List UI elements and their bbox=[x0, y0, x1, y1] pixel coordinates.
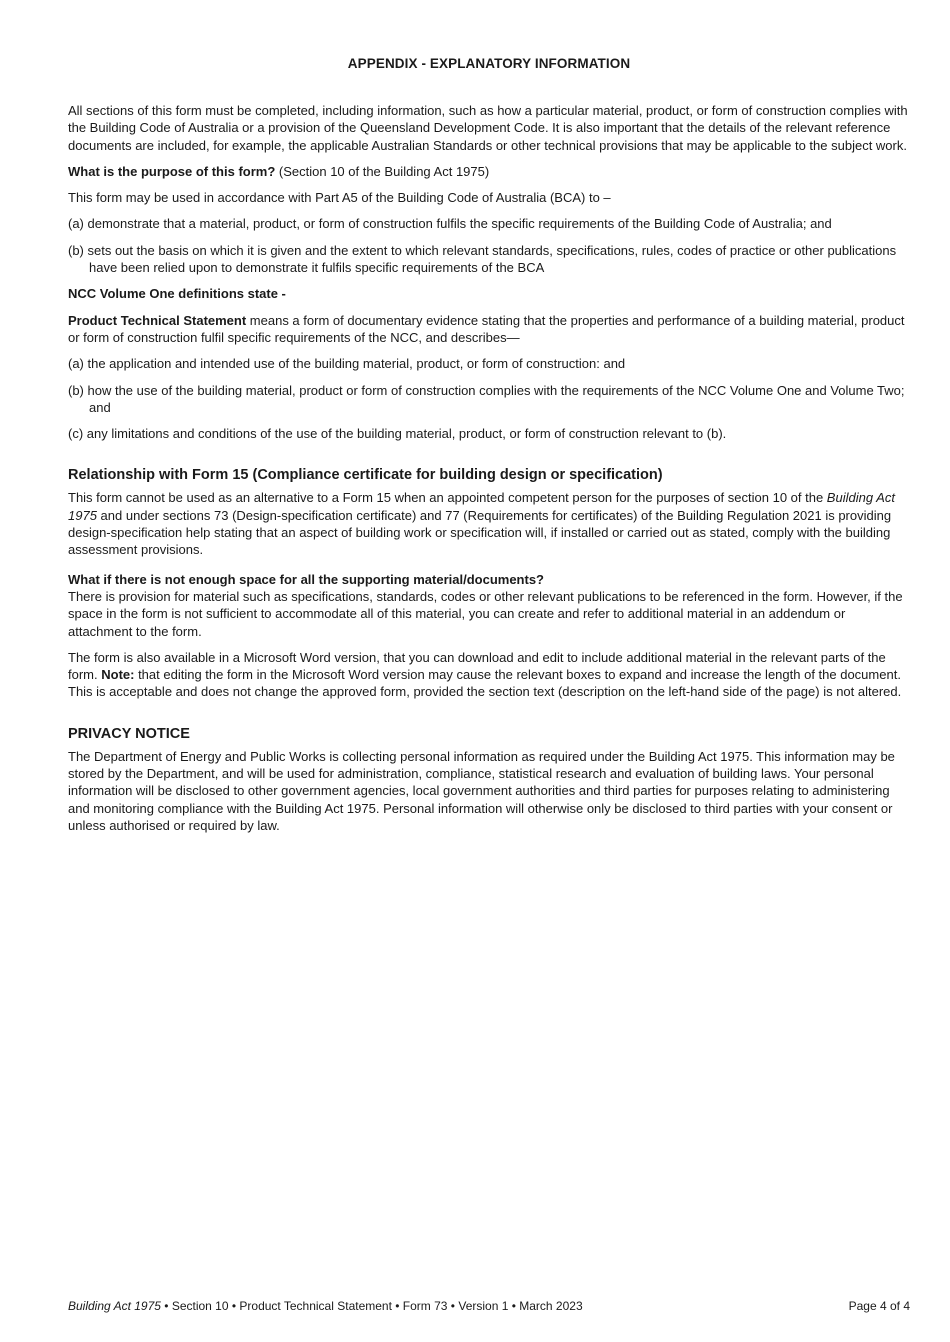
ncc-item-b: (b) how the use of the building material, product or form of construction complies with the requirements of the NCC Volume One and Volume Two; and bbox=[68, 382, 905, 415]
form15-heading: Relationship with Form 15 (Compliance certificate for building design or specification) bbox=[68, 467, 663, 484]
document-body bbox=[68, 102, 910, 843]
space-heading: What if there is not enough space for all the supporting material/documents? bbox=[68, 571, 544, 587]
page-title: APPENDIX - EXPLANATORY INFORMATION bbox=[347, 56, 631, 71]
intro-paragraph: All sections of this form must be completed, including information, such as how a particular material, product, or form of construction complies with the Building Code of Australia or a provision of the Queensland Development Code. It is also important that the details of the relevant reference documents are included, for example, the applicable Australian Standards or other technical provisions that may be applicable to the subject work. bbox=[68, 103, 908, 153]
footer-citation bbox=[68, 1299, 583, 1313]
form15-text-start: This form cannot be used as an alternative to a Form 15 when an appointed competent person for the purposes of section 10 of the bbox=[68, 490, 827, 506]
purpose-paragraph bbox=[68, 163, 910, 180]
footer-act: Building Act 1975 bbox=[68, 1299, 161, 1313]
ncc-item-c: (c) any limitations and conditions of the use of the building material, product, or form of construction relevant to (b). bbox=[68, 426, 727, 442]
privacy-heading: PRIVACY NOTICE bbox=[68, 725, 190, 742]
page-number: Page 4 of 4 bbox=[848, 1299, 910, 1313]
purpose-item-b: (b) sets out the basis on which it is given and the extent to which relevant standards, specifications, rules, codes of practice or other publications have been relied upon to demonstrate it fulfils specific requirements of the BCA bbox=[68, 242, 897, 276]
ncc-definition-text: means a form of documentary evidence stating that the properties and performance of a building material, product or form of construction fulfil specific requirements of the NCC, and describes— bbox=[68, 312, 905, 345]
ncc-definition bbox=[68, 312, 910, 347]
purpose-item-a: (a) demonstrate that a material, product, or form of construction fulfils the specific requirements of the Building Code of Australia; and bbox=[68, 216, 832, 232]
ncc-term: Product Technical Statement bbox=[68, 312, 247, 328]
purpose-question: What is the purpose of this form? bbox=[68, 163, 276, 179]
word-text-start: The form is also available in a Microsoft Word version, that you can download and edit to include additional material in the relevant parts of the form. bbox=[68, 649, 886, 683]
purpose-section-ref: (Section 10 of the Building Act 1975) bbox=[275, 163, 490, 179]
ncc-heading: NCC Volume One definitions state - bbox=[68, 286, 286, 302]
form15-act-italic: Building Act 1975 bbox=[68, 490, 895, 523]
space-paragraph: There is provision for material such as specifications, standards, codes or other relevant publications to be referenced in the form. However, if the space in the form is not sufficient to accommodate all of this material, you can create and refer to additional material in an addendum or attachment to the form. bbox=[68, 588, 903, 639]
ncc-item-a: (a) the application and intended use of the building material, product, or form of construction: and bbox=[68, 356, 626, 372]
purpose-lead: This form may be used in accordance with Part A5 of the Building Code of Australia (BCA) to – bbox=[68, 190, 611, 206]
footer-details: • Section 10 • Product Technical Statement • Form 73 • Version 1 • March 2023 bbox=[160, 1299, 583, 1313]
note-label: Note: bbox=[101, 667, 135, 683]
word-text-end: that editing the form in the Microsoft Word version may cause the relevant boxes to expand and increase the length of the document. This is acceptable and does not change the approved form, provided the section text (description on the left-hand side of the page) is not altered. bbox=[68, 667, 902, 700]
form15-text-end: and under sections 73 (Design-specification certificate) and 77 (Requirements for certificates) of the Building Regulation 2021 is providing design-specification help stating that an aspect of building work or specification will, if installed or carried out as stated, comply with the building assessment provisions. bbox=[68, 507, 892, 558]
privacy-paragraph: The Department of Energy and Public Works is collecting personal information as required under the Building Act 1975. This information may be stored by the Department, and will be used for administration, compliance, statistical research and evaluation of building laws. Your personal information will be disclosed to other government agencies, local government authorities and third parties for purposes relating to administering and monitoring compliance with the Building Act 1975. Personal information will otherwise only be disclosed to third parties with your consent or unless authorised or required by law. bbox=[68, 748, 895, 833]
form15-paragraph bbox=[68, 489, 910, 558]
word-version-paragraph bbox=[68, 649, 910, 701]
